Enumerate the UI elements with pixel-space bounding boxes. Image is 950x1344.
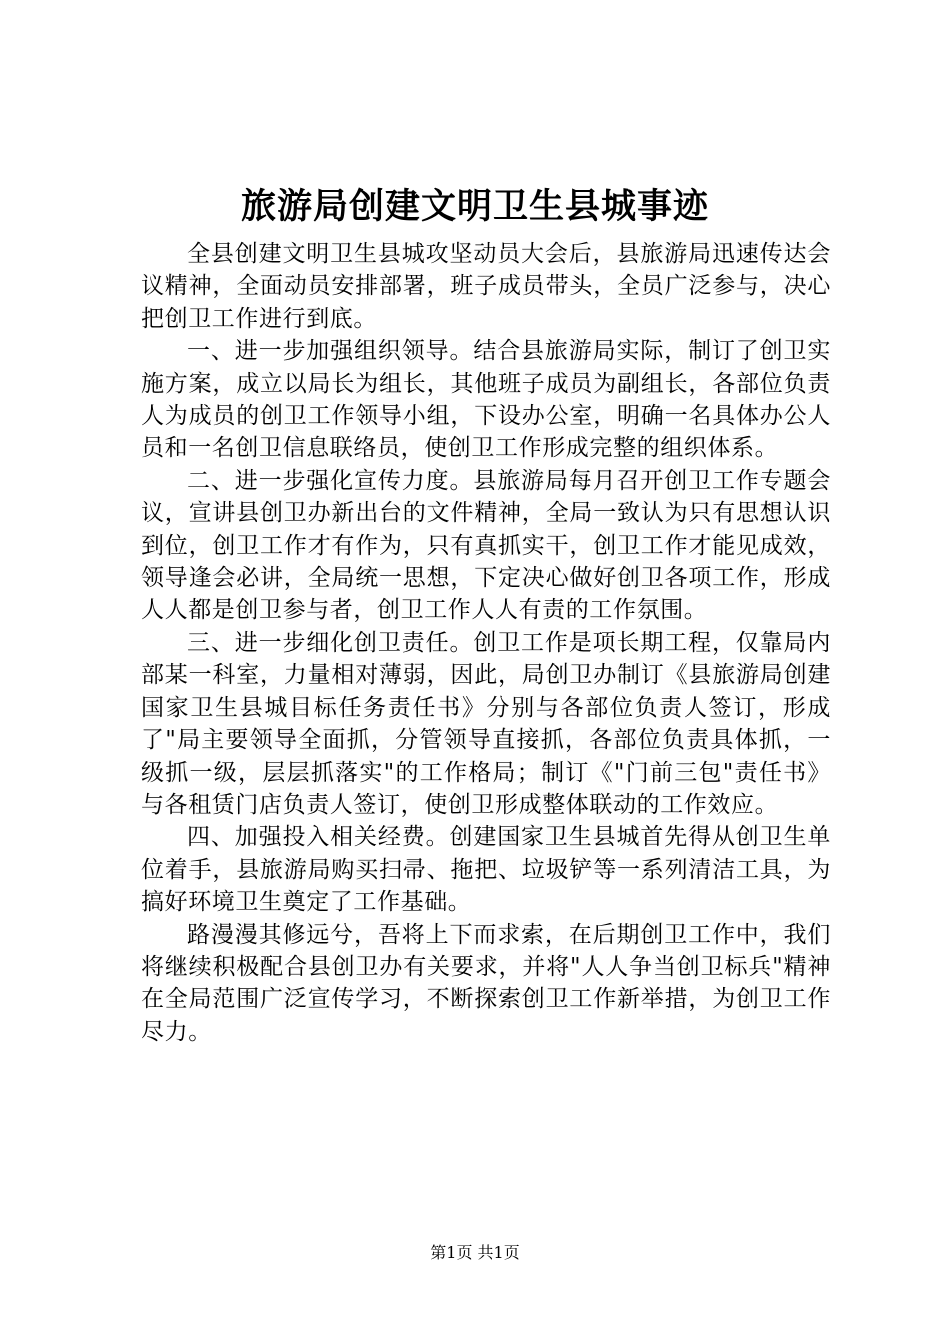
page-number-footer: 第1页 共1页 — [430, 1243, 520, 1262]
paragraph-section-3: 三、进一步细化创卫责任。创卫工作是项长期工程，仅靠局内部某一科室，力量相对薄弱，因此，局创卫办制订《县旅游局创建国家卫生县城目标任务责任书》分别与各部位负责人签订，形成了"局主要领导全面抓，分管领导直接抓，各部位负责具体抓，一级抓一级，层层抓落实"的工作格局；制订《"门前三包"责任书》与各租赁门店负责人签订，使创卫形成整体联动的工作效应。 — [141, 629, 831, 818]
paragraph-section-4: 四、加强投入相关经费。创建国家卫生县城首先得从创卫生单位着手，县旅游局购买扫帚、拖把、垃圾铲等一系列清洁工具，为搞好环境卫生奠定了工作基础。 — [141, 824, 831, 916]
paragraph-section-1: 一、进一步加强组织领导。结合县旅游局实际，制订了创卫实施方案，成立以局长为组长，其他班子成员为副组长，各部位负责人为成员的创卫工作领导小组，下设办公室，明确一名具体办公人员和一名创卫信息联络员，使创卫工作形成完整的组织体系。 — [141, 338, 831, 462]
document-body — [141, 238, 831, 1048]
paragraph-conclusion: 路漫漫其修远兮，吾将上下而求索，在后期创卫工作中，我们将继续积极配合县创卫办有关要求，并将"人人争当创卫标兵"精神在全局范围广泛宣传学习，不断探索创卫工作新举措，为创卫工作尽力。 — [141, 921, 831, 1045]
document-title: 旅游局创建文明卫生县城事迹 — [240, 186, 709, 227]
paragraph-intro: 全县创建文明卫生县城攻坚动员大会后，县旅游局迅速传达会议精神，全面动员安排部署，班子成员带头，全员广泛参与，决心把创卫工作进行到底。 — [141, 241, 831, 332]
paragraph-section-2: 二、进一步强化宣传力度。县旅游局每月召开创卫工作专题会议，宣讲县创卫办新出台的文件精神，全局一致认为只有思想认识到位，创卫工作才有作为，只有真抓实干，创卫工作才能见成效，领导逢会必讲，全局统一思想，下定决心做好创卫各项工作，形成人人都是创卫参与者，创卫工作人人有责的工作氛围。 — [141, 467, 831, 624]
